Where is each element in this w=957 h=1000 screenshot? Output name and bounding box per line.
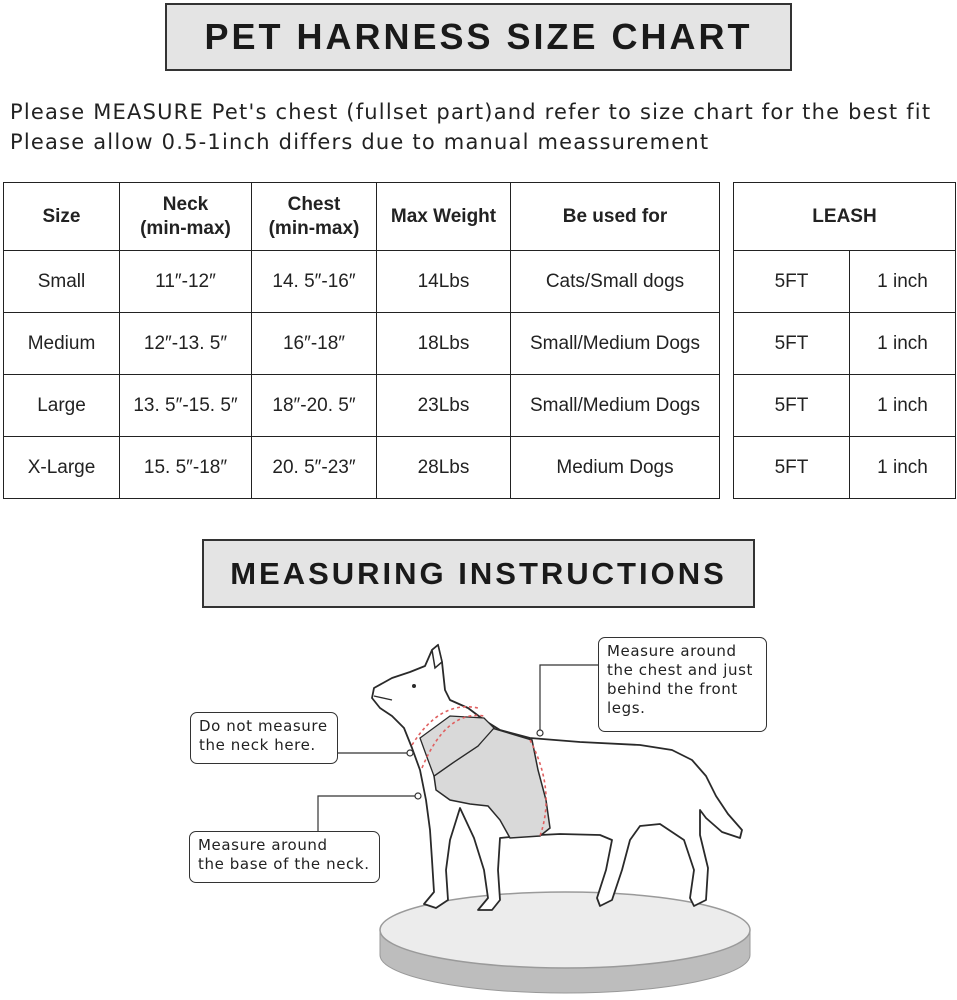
table-row <box>4 437 720 499</box>
callout-line: the neck here. <box>199 736 316 754</box>
header-leash: LEASH <box>734 183 956 251</box>
cell-leash-width: 1 inch <box>850 375 956 437</box>
base-leader-line <box>318 796 415 831</box>
chest-leader-line <box>540 665 598 732</box>
header-chest-label: Chest <box>287 193 341 215</box>
callout-line: Do not measure <box>199 717 328 735</box>
cell-leash-length: 5FT <box>734 375 850 437</box>
dog-illustration <box>0 610 957 1000</box>
leash-row <box>734 313 956 375</box>
callout-line: the chest and just <box>607 661 753 679</box>
neck-leader-dot <box>407 750 413 756</box>
header-max-weight: Max Weight <box>377 183 511 251</box>
cell-size: Medium <box>4 313 120 375</box>
callout-line: Measure around <box>198 836 328 854</box>
cell-leash-length: 5FT <box>734 313 850 375</box>
measuring-instructions-title: MEASURING INSTRUCTIONS <box>202 539 755 608</box>
leash-row <box>734 437 956 499</box>
cell-size: Large <box>4 375 120 437</box>
cell-use: Medium Dogs <box>511 437 720 499</box>
cell-leash-width: 1 inch <box>850 251 956 313</box>
cell-use: Cats/Small dogs <box>511 251 720 313</box>
header-neck <box>120 183 252 251</box>
callout-line: Measure around <box>607 642 737 660</box>
header-chest <box>252 183 377 251</box>
callout-line: the base of the neck. <box>198 855 370 873</box>
cell-weight: 18Lbs <box>377 313 511 375</box>
cell-neck: 12″-13. 5″ <box>120 313 252 375</box>
neck-warning-callout <box>190 712 338 764</box>
table-row <box>4 375 720 437</box>
header-neck-label: Neck <box>162 193 209 215</box>
callout-line: legs. <box>607 699 646 717</box>
callout-line: behind the front <box>607 680 738 698</box>
cell-chest: 18″-20. 5″ <box>252 375 377 437</box>
leash-header-row <box>734 183 956 251</box>
cell-leash-width: 1 inch <box>850 437 956 499</box>
cell-neck: 11″-12″ <box>120 251 252 313</box>
cell-leash-length: 5FT <box>734 437 850 499</box>
table-header-row <box>4 183 720 251</box>
header-chest-range: (min-max) <box>268 217 360 239</box>
cell-chest: 20. 5″-23″ <box>252 437 377 499</box>
size-chart-title: PET HARNESS SIZE CHART <box>165 3 792 71</box>
dog-eye <box>412 684 416 688</box>
leash-table <box>733 182 956 499</box>
cell-chest: 16″-18″ <box>252 313 377 375</box>
header-used-for: Be used for <box>511 183 720 251</box>
leash-row <box>734 251 956 313</box>
cell-weight: 23Lbs <box>377 375 511 437</box>
cell-use: Small/Medium Dogs <box>511 375 720 437</box>
base-neck-callout <box>189 831 380 883</box>
cell-neck: 15. 5″-18″ <box>120 437 252 499</box>
tolerance-note-text: Please allow 0.5-1inch differs due to manual meassurement <box>10 130 710 154</box>
chest-leader-dot <box>537 730 543 736</box>
cell-chest: 14. 5″-16″ <box>252 251 377 313</box>
header-size: Size <box>4 183 120 251</box>
cell-neck: 13. 5″-15. 5″ <box>120 375 252 437</box>
cell-size: X-Large <box>4 437 120 499</box>
header-neck-range: (min-max) <box>140 217 231 239</box>
cell-weight: 14Lbs <box>377 251 511 313</box>
cell-leash-width: 1 inch <box>850 313 956 375</box>
size-chart-table <box>3 182 720 499</box>
cell-leash-length: 5FT <box>734 251 850 313</box>
cell-weight: 28Lbs <box>377 437 511 499</box>
cell-use: Small/Medium Dogs <box>511 313 720 375</box>
cell-size: Small <box>4 251 120 313</box>
table-row <box>4 313 720 375</box>
table-row <box>4 251 720 313</box>
measure-instruction-text: Please MEASURE Pet's chest (fullset part)and refer to size chart for the best fit <box>10 100 932 124</box>
leash-row <box>734 375 956 437</box>
chest-measure-callout <box>598 637 767 732</box>
base-leader-dot <box>415 793 421 799</box>
